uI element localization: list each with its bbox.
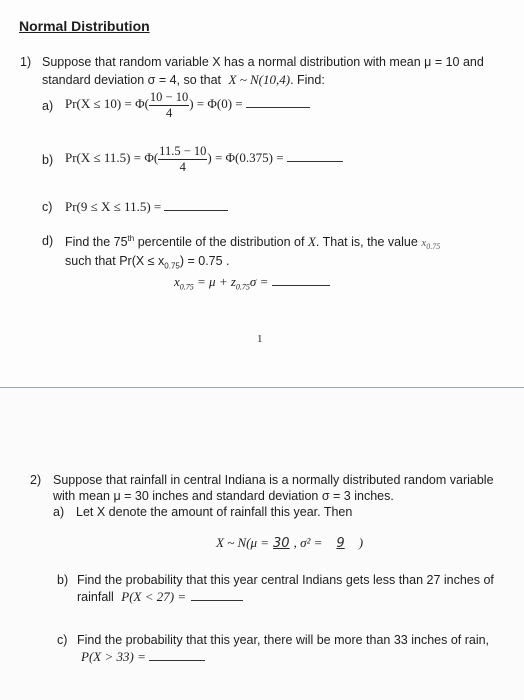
problem-1-find: . Find: (290, 73, 325, 87)
part-1d-text3: . That is, the value (315, 235, 418, 250)
part-1d-eq-x: x (174, 274, 180, 289)
problem-2-line2: with mean μ = 30 inches and standard deviation σ = 3 inches. (53, 489, 394, 503)
part-1b-lhs: Pr(X ≤ 11.5) = Φ( (65, 149, 159, 165)
problem-2-line1: Suppose that rainfall in central Indiana is a normally distributed random variable (53, 473, 494, 487)
part-2a-eq-mid: , σ² = (293, 535, 323, 550)
part-1d-line2-b: ) = 0.75 . (179, 254, 230, 268)
document-title: Normal Distribution (19, 18, 150, 34)
part-2a-text: Let X denote the amount of rainfall this year. Then (76, 505, 353, 519)
part-2b-answer-blank[interactable] (191, 590, 243, 601)
part-1d-line2-text (65, 254, 230, 271)
part-2a-mu-handwritten[interactable]: 30 (273, 536, 290, 551)
part-1d-line2-a: such that Pr(X ≤ x (65, 254, 165, 268)
part-1a-lhs: Pr(X ≤ 10) = Φ( (65, 95, 149, 111)
part-1d-xsym-sub: 0.75 (426, 242, 441, 252)
part-1c-label: c) (42, 200, 53, 214)
part-1a-rhs: ) = Φ(0) = (189, 95, 243, 111)
part-2b-line2 (77, 588, 243, 606)
part-2c-line1: Find the probability that this year, there will be more than 33 inches of rain, (77, 633, 490, 647)
part-2c-equation (81, 649, 205, 665)
part-1b-label: b) (42, 153, 54, 167)
part-1d-line2-sub: 0.75 (164, 261, 180, 271)
part-1c-equation (65, 199, 228, 215)
part-1d-var: X (307, 234, 316, 250)
part-2c-label: c) (57, 633, 68, 647)
part-1b-fraction (158, 145, 207, 173)
problem-1-line1: Suppose that random variable X has a normal distribution with mean μ = 10 and (42, 55, 484, 69)
part-1d-eq-z-sub: 0.75 (235, 282, 250, 292)
part-2a-variance-handwritten[interactable]: 9 (336, 536, 345, 551)
part-1b-equation (65, 145, 343, 173)
part-1d-xsym-letter: x (421, 237, 427, 250)
part-1d-xsym (421, 237, 441, 252)
problem-1-distribution: X ~ N(10,4) (228, 72, 291, 87)
part-1b-answer-blank[interactable] (287, 151, 343, 162)
part-1a-label: a) (42, 99, 54, 113)
part-2c-answer-blank[interactable] (149, 650, 205, 661)
page-number: 1 (257, 333, 263, 345)
part-2a-label: a) (53, 505, 65, 519)
problem-1-number: 1) (20, 55, 32, 69)
part-2c-expr: P(X > 33) = (81, 649, 146, 664)
part-1d-eq-mid: = μ + z (193, 274, 236, 289)
part-1a-equation (65, 91, 310, 119)
part-1c-expr: Pr(9 ≤ X ≤ 11.5) = (65, 199, 162, 214)
part-1d-eq-end: σ = (249, 274, 269, 289)
part-2b-label: b) (57, 573, 69, 587)
part-1d-line2 (65, 252, 230, 271)
part-1d-text2: percentile of the distribution of (134, 235, 305, 250)
part-1a-answer-blank[interactable] (246, 97, 310, 108)
problem-1-line2 (42, 72, 325, 88)
part-1b-numerator: 11.5 − 10 (159, 144, 207, 158)
part-1d-text1: Find the 75 (65, 235, 128, 250)
problem-2-number: 2) (30, 473, 42, 487)
part-2b-line2-text: rainfall (77, 590, 114, 604)
part-1d-label: d) (42, 234, 54, 248)
part-1d-line1 (65, 234, 440, 251)
part-1d-eq-x-sub: 0.75 (179, 282, 194, 292)
part-1c-answer-blank[interactable] (164, 200, 228, 211)
part-1a-numerator: 10 − 10 (149, 90, 189, 104)
part-2b-expr: P(X < 27) = (121, 589, 187, 604)
part-1a-fraction (149, 91, 189, 119)
part-2a-equation (216, 535, 363, 551)
part-2a-eq-pre: X ~ N(μ = (216, 535, 270, 550)
part-1d-sup: th (127, 234, 135, 243)
part-2b-line1: Find the probability that this year central Indians gets less than 27 inches of (77, 573, 494, 587)
part-1d-equation (174, 274, 330, 292)
problem-1-line2-text: standard deviation σ = 4, so that (42, 73, 222, 87)
part-1b-rhs: ) = Φ(0.375) = (207, 149, 284, 165)
part-1d-answer-blank[interactable] (272, 275, 330, 286)
part-2a-eq-end: ) (358, 535, 364, 550)
part-1b-denominator: 4 (179, 159, 186, 174)
part-1a-denominator: 4 (165, 105, 173, 120)
